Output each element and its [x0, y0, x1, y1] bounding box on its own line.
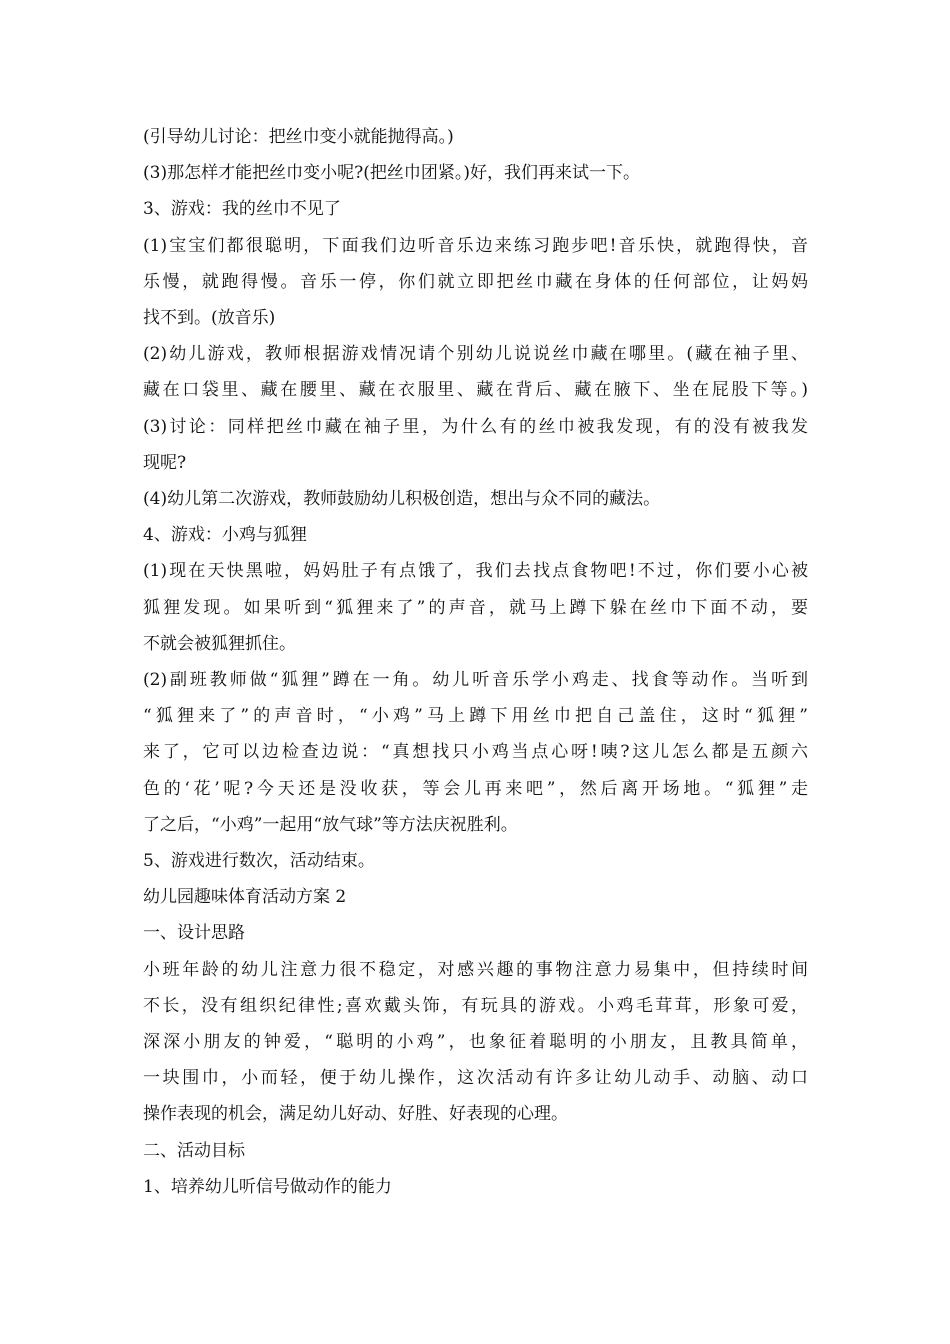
text-line: 狐狸发现。如果听到“狐狸来了”的声音，就马上蹲下躲在丝巾下面不动，要: [143, 597, 808, 618]
text-line: (4)幼儿第二次游戏，教师鼓励幼儿积极创造，想出与众不同的藏法。: [143, 489, 661, 510]
text-line: 藏在口袋里、藏在腰里、藏在衣服里、藏在背后、藏在腋下、坐在屁股下等。): [143, 380, 808, 401]
text-line: 3、游戏：我的丝巾不见了: [143, 199, 341, 220]
text-line: (引导幼儿讨论：把丝巾变小就能抛得高。): [143, 127, 454, 147]
text-line: 了之后，“小鸡”一起用“放气球”等方法庆祝胜利。: [143, 814, 518, 835]
text-line: 幼儿园趣味体育活动方案 2: [143, 887, 347, 908]
text-line: 二、活动目标: [143, 1140, 245, 1161]
text-line: “狐狸来了”的声音时，“小鸡”马上蹲下用丝巾把自己盖住，这时“狐狸”: [143, 706, 808, 727]
text-line: 4、游戏：小鸡与狐狸: [143, 525, 307, 546]
text-line: 色的‘花’呢?今天还是没收获，等会儿再来吧”，然后离开场地。“狐狸”走: [143, 778, 808, 799]
text-line: 深深小朋友的钟爱，“聪明的小鸡”，也象征着聪明的小朋友，且教具简单，: [143, 1032, 808, 1053]
text-line: 现呢?: [143, 452, 187, 473]
text-line: 不长，没有组织纪律性;喜欢戴头饰，有玩具的游戏。小鸡毛茸茸，形象可爱，: [143, 995, 808, 1016]
text-line: 一块围巾，小而轻，便于幼儿操作，这次活动有许多让幼儿动手、动脑、动口: [143, 1068, 808, 1089]
text-line: 找不到。(放音乐): [143, 308, 276, 329]
text-line: 1、培养幼儿听信号做动作的能力: [143, 1176, 392, 1197]
text-line: (1)现在天快黑啦，妈妈肚子有点饿了，我们去找点食物吧!不过，你们要小心被: [143, 561, 808, 582]
text-line: 操作表现的机会，满足幼儿好动、好胜、好表现的心理。: [143, 1104, 568, 1125]
text-line: 来了，它可以边检查边说：“真想找只小鸡当点心呀!咦?这儿怎么都是五颜六: [143, 742, 808, 763]
text-line: 5、游戏进行数次，活动结束。: [143, 851, 375, 872]
text-line: (3)讨论：同样把丝巾藏在袖子里，为什么有的丝巾被我发现，有的没有被我发: [143, 416, 808, 437]
text-line: (1)宝宝们都很聪明，下面我们边听音乐边来练习跑步吧!音乐快，就跑得快，音: [143, 235, 808, 256]
text-line: 小班年龄的幼儿注意力很不稳定，对感兴趣的事物注意力易集中，但持续时间: [143, 959, 808, 980]
document-body: [143, 119, 808, 1205]
text-line: 不就会被狐狸抓住。: [143, 633, 296, 654]
text-line: (3)那怎样才能把丝巾变小呢?(把丝巾团紧。)好，我们再来试一下。: [143, 163, 640, 184]
text-line: 乐慢，就跑得慢。音乐一停，你们就立即把丝巾藏在身体的任何部位，让妈妈: [143, 271, 808, 292]
text-line: (2)副班教师做“狐狸”蹲在一角。幼儿听音乐学小鸡走、找食等动作。当听到: [143, 670, 808, 691]
text-line: 一、设计思路: [143, 923, 245, 944]
text-line: (2)幼儿游戏，教师根据游戏情况请个别幼儿说说丝巾藏在哪里。(藏在袖子里、: [143, 344, 808, 365]
